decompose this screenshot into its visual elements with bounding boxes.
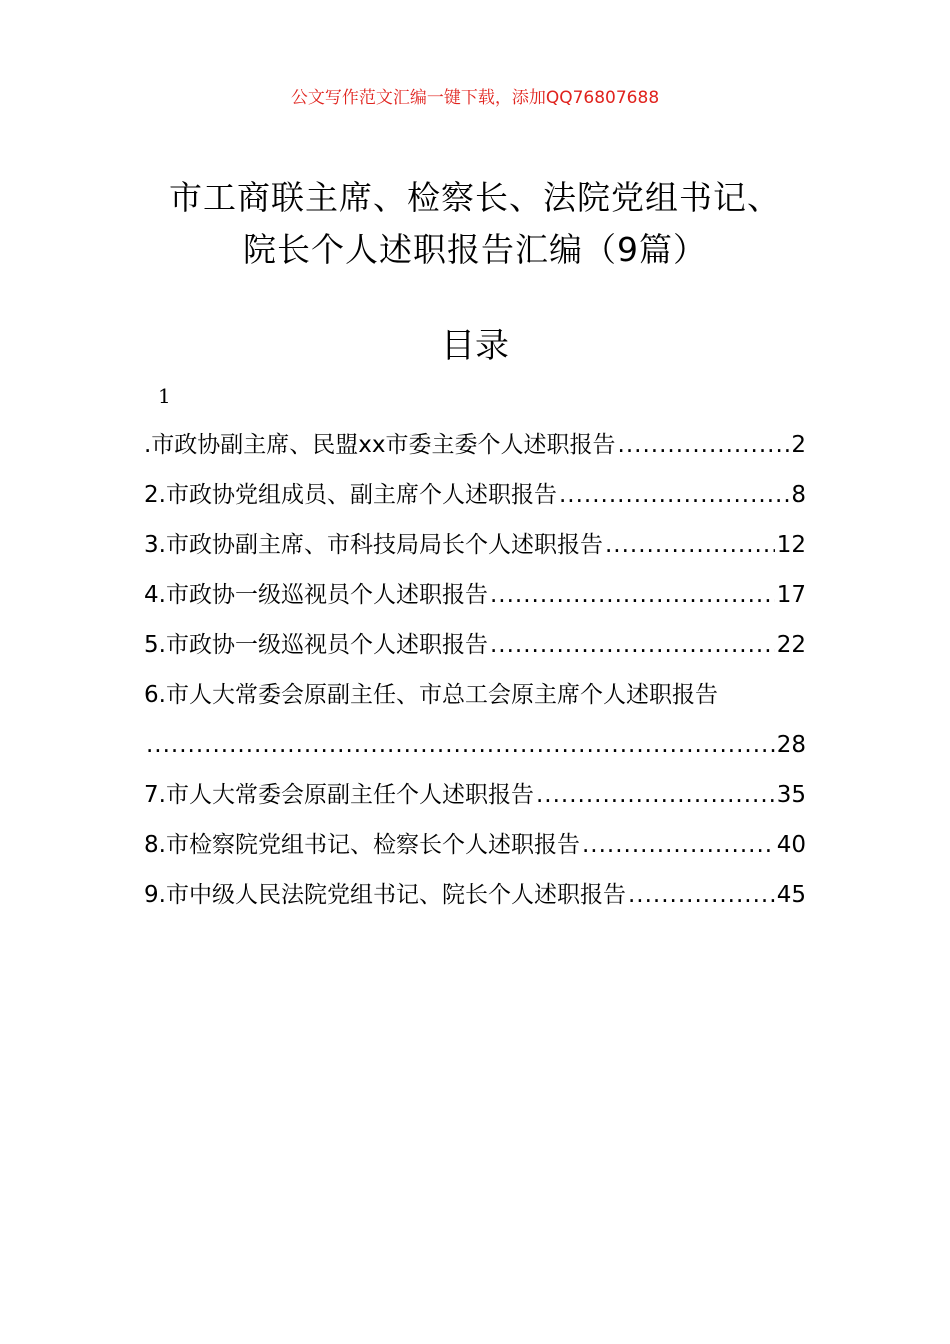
toc-leader-dots — [618, 420, 790, 470]
toc-entry-6-continuation[interactable] — [144, 720, 806, 770]
toc-entry-8[interactable] — [144, 820, 806, 870]
toc-entry-7[interactable] — [144, 770, 806, 820]
toc-entry-text: 9.市中级人民法院党组书记、院长个人述职报告 — [144, 882, 626, 908]
toc-entry-page: 12 — [776, 532, 806, 558]
toc-entry-3[interactable] — [144, 520, 806, 570]
toc-entry-page: 2 — [791, 432, 806, 458]
toc-entry-5[interactable] — [144, 620, 806, 670]
toc-entry-9[interactable] — [144, 870, 806, 920]
title-line-1: 市工商联主席、检察长、法院党组书记、 — [169, 178, 781, 217]
toc-entry-text: 6.市人大常委会原副主任、市总工会原主席个人述职报告 — [144, 682, 718, 708]
table-of-contents — [144, 420, 806, 920]
toc-entry-text: 5.市政协一级巡视员个人述职报告 — [144, 632, 488, 658]
toc-entry-text: .市政协副主席、民盟xx市委主委个人述职报告 — [144, 432, 616, 458]
toc-marker: 1 — [158, 384, 171, 408]
toc-entry-page: 45 — [776, 882, 806, 908]
toc-entry-page: 28 — [776, 732, 806, 758]
toc-entry-4[interactable] — [144, 570, 806, 620]
document-title — [100, 172, 850, 276]
toc-heading: 目录 — [441, 326, 509, 366]
toc-entry-text: 2.市政协党组成员、副主席个人述职报告 — [144, 482, 557, 508]
toc-entry-page: 35 — [776, 782, 806, 808]
toc-entry-6[interactable] — [144, 670, 806, 720]
toc-entry-text: 3.市政协副主席、市科技局局长个人述职报告 — [144, 532, 603, 558]
toc-entry-text: 8.市检察院党组书记、检察长个人述职报告 — [144, 832, 580, 858]
toc-leader-dots — [582, 820, 775, 870]
toc-entry-text: 4.市政协一级巡视员个人述职报告 — [144, 582, 488, 608]
toc-leader-dots — [605, 520, 775, 570]
toc-entry-page: 22 — [776, 632, 806, 658]
toc-leader-dots — [490, 620, 775, 670]
toc-entry-page: 17 — [776, 582, 806, 608]
toc-leader-dots — [559, 470, 789, 520]
title-line-2: 院长个人述职报告汇编（9篇） — [243, 230, 707, 269]
toc-leader-dots — [490, 570, 775, 620]
toc-entry-page: 40 — [776, 832, 806, 858]
toc-leader-dots — [628, 870, 775, 920]
toc-entry-page: 8 — [791, 482, 806, 508]
toc-entry-text: 7.市人大常委会原副主任个人述职报告 — [144, 782, 534, 808]
download-banner: 公文写作范文汇编一键下载，添加QQ76807688 — [290, 88, 660, 108]
toc-entry-1[interactable] — [144, 420, 806, 470]
toc-entry-2[interactable] — [144, 470, 806, 520]
toc-leader-dots — [536, 770, 775, 820]
toc-leader-dots — [146, 720, 775, 770]
